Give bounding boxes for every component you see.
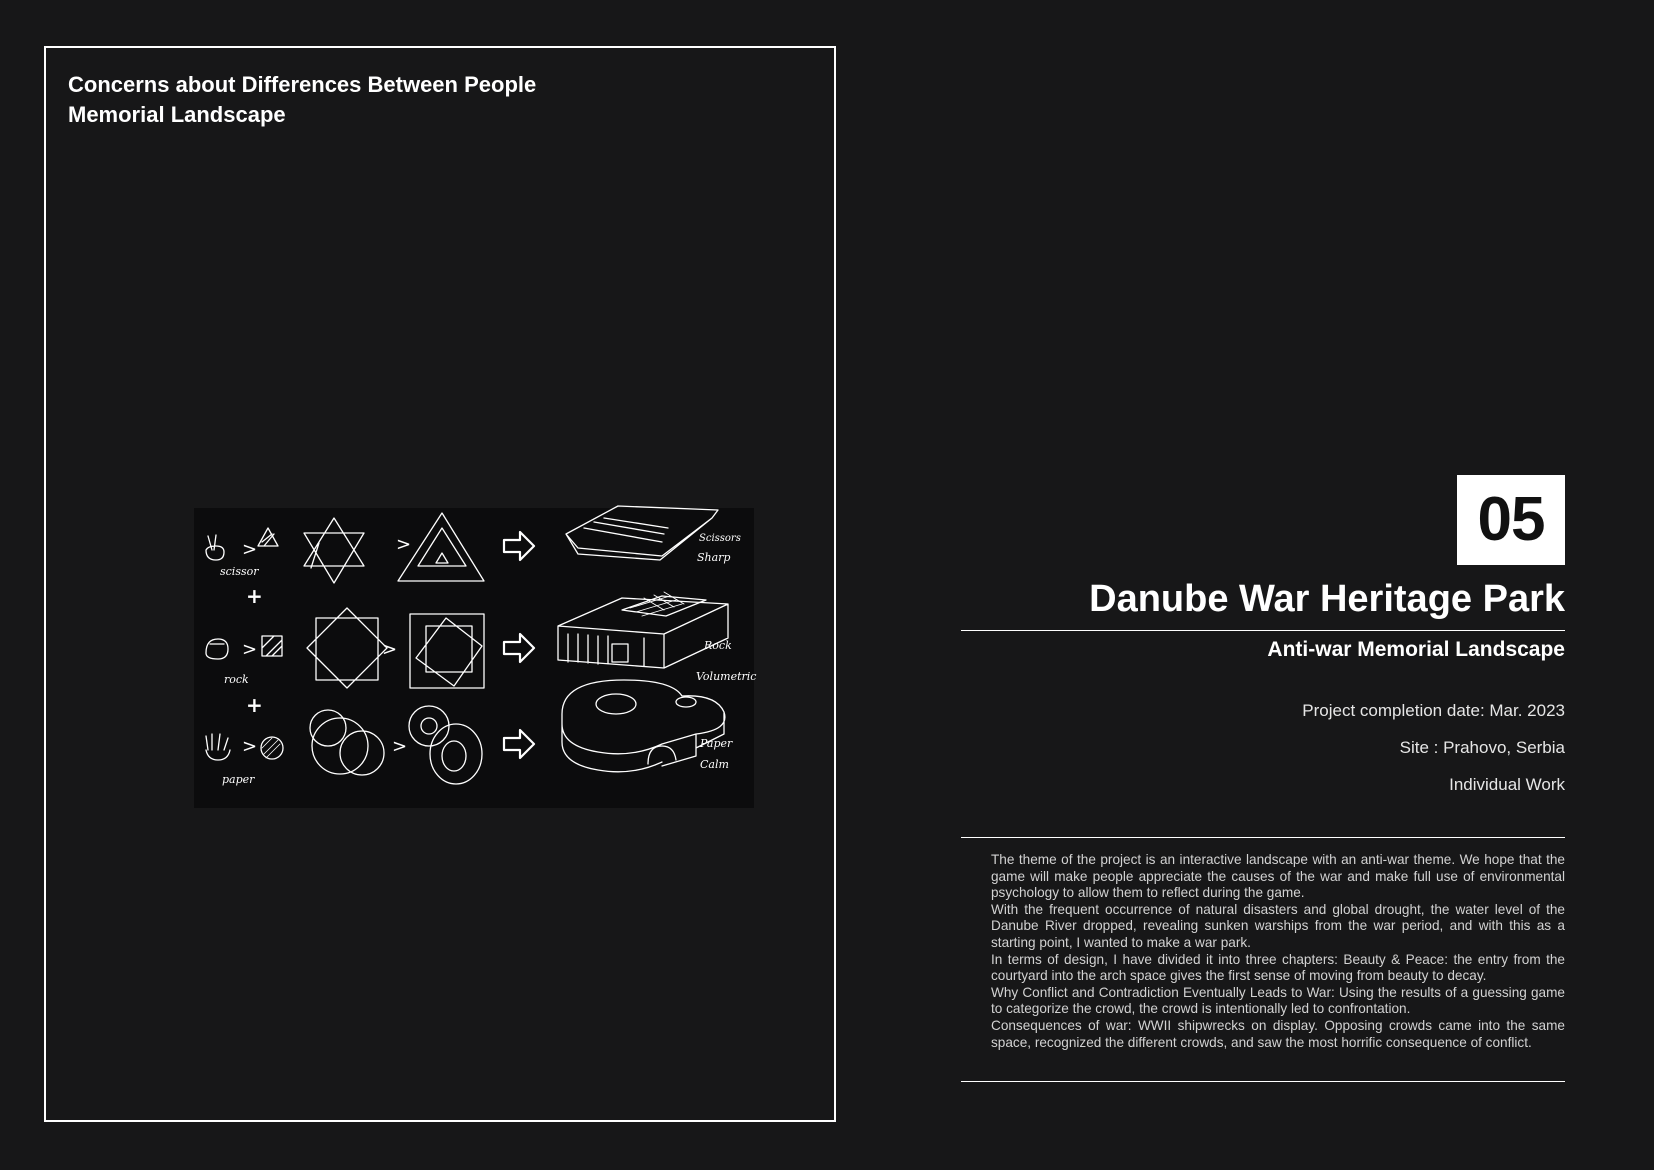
description-paragraph: Consequences of war: WWII shipwrecks on display. Opposing crowds came into the same space, recognized the different crowds, and saw the most horrific consequence of conflict. [991,1017,1565,1050]
row2-note-b: Volumetric [696,670,757,683]
concept-sketch [154,458,774,808]
row1-note-b: Sharp [697,551,731,564]
project-number-badge: 05 [1457,475,1565,565]
description-paragraph: The theme of the project is an interactive landscape with an anti-war theme. We hope that the game will make people appreciate the causes of the war and make full use of environmental psychology to allow them to reflect during the game. [991,852,1565,901]
project-description [991,852,1565,1051]
completion-date: Project completion date: Mar. 2023 [1302,701,1565,720]
plus-sign-2: + [246,693,263,717]
project-subtitle: Anti-war Memorial Landscape [1267,638,1565,661]
greater-sign-3: > [242,639,258,660]
left-frame [44,46,836,1122]
frame-title [68,70,536,130]
site-location: Site : Prahovo, Serbia [1399,738,1565,757]
description-paragraph: Why Conflict and Contradiction Eventually Leads to War: Using the results of a guessing game to categorize the crowd, the crowd is intentionally led to confrontation. [991,984,1565,1017]
greater-sign: > [242,539,258,560]
greater-sign-2: > [396,534,412,555]
plus-sign-1: + [246,584,263,608]
row3-note-b: Calm [700,758,729,771]
greater-sign-6: > [392,736,408,757]
work-type: Individual Work [1449,775,1565,794]
divider-top [961,630,1565,631]
frame-title-line2: Memorial Landscape [68,102,286,127]
greater-sign-4: > [382,639,398,660]
description-paragraph: With the frequent occurrence of natural disasters and global drought, the water level of the Danube River dropped, revealing sunken warships from the war period, and with this as a starting point, I wanted to make a war park. [991,901,1565,950]
divider-middle [961,837,1565,838]
greater-sign-5: > [242,736,258,757]
row3-note-a: Paper [700,737,733,750]
row2-note-a: Rock [704,639,732,652]
row1-note-a: Scissors [699,533,741,544]
frame-title-line1: Concerns about Differences Between People [68,72,537,97]
project-title: Danube War Heritage Park [1089,578,1565,620]
description-paragraph: In terms of design, I have divided it into three chapters: Beauty & Peace: the entry from the courtyard into the arch space gives the first sense of moving from beauty to decay. [991,951,1565,984]
row2-label: rock [224,673,249,686]
row3-label: paper [222,773,255,786]
concept-sketch-drawing [154,458,774,808]
row1-label: scissor [220,565,259,578]
divider-bottom [961,1081,1565,1082]
